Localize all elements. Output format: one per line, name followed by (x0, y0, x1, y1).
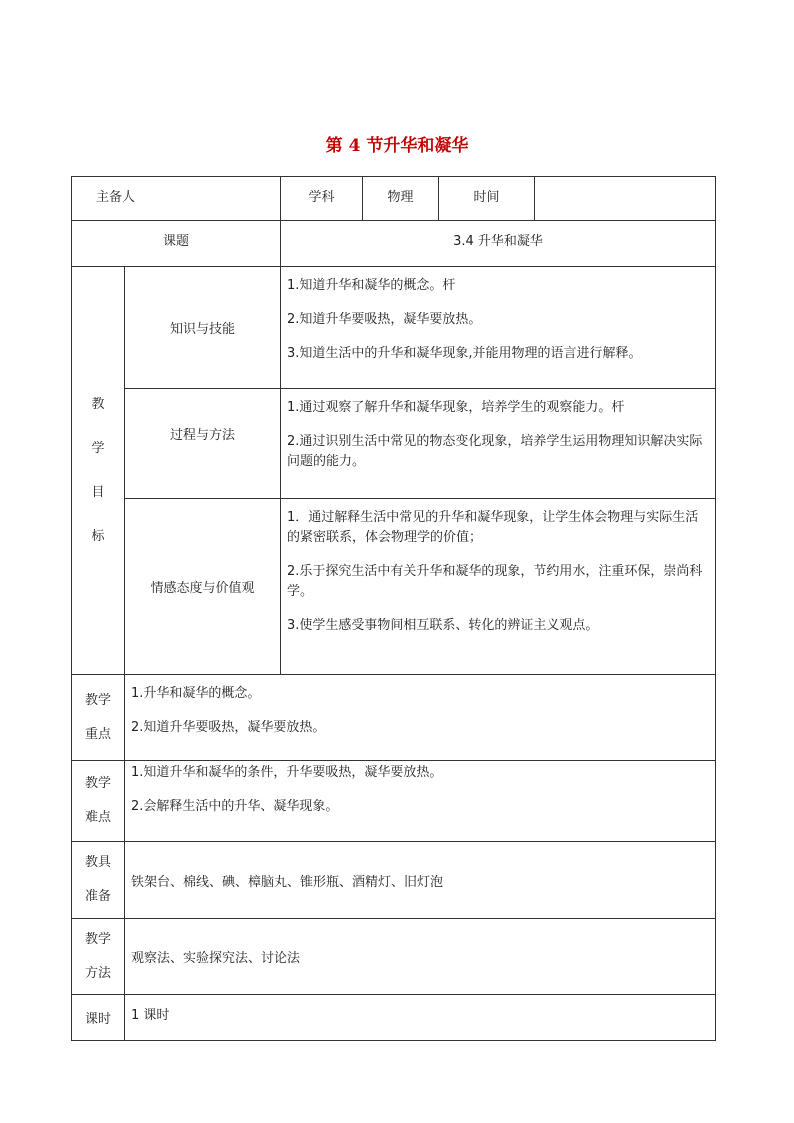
objectives-label-char: 标 (91, 528, 105, 544)
lead-cell (72, 177, 281, 221)
objective-knowledge-row (72, 267, 716, 389)
objective-attitude-row (72, 499, 716, 675)
lead-label: 主备人 (96, 190, 136, 205)
objectives-label-char: 教 (91, 396, 105, 412)
key-points-label-line: 教学 (84, 692, 111, 708)
attitude-item: 2.乐于探究生活中有关升华和凝华的现象，节约用水，注重环保，崇尚科学。 (287, 564, 703, 599)
knowledge-item: 2.知道升华要吸热，凝华要放热。 (287, 312, 482, 327)
time-value (535, 177, 716, 221)
knowledge-item: 3.知道生活中的升华和凝华现象,并能用物理的语言进行解释。 (287, 346, 642, 361)
time-label: 时间 (439, 177, 535, 221)
equipment-label (72, 842, 125, 919)
key-points-row (72, 675, 716, 761)
equipment-row (72, 842, 716, 919)
objectives-label-char: 学 (91, 440, 105, 456)
difficulties-label (72, 761, 125, 842)
methods-label (72, 919, 125, 995)
difficulties-label-line: 难点 (84, 810, 111, 825)
difficulties-content (125, 761, 716, 842)
attitude-item: 3.使学生感受事物间相互联系、转化的辨证主义观点。 (287, 618, 599, 633)
methods-label-line: 教学 (84, 931, 111, 947)
key-points-label-line: 重点 (84, 726, 111, 742)
methods-value: 观察法、实验探究法、讨论法 (125, 919, 716, 995)
methods-label-line: 方法 (84, 965, 111, 981)
header-row (72, 177, 716, 221)
topic-value: 3.4 升华和凝华 (281, 221, 716, 267)
knowledge-content (281, 267, 716, 389)
page-title: 第 4 节升华和凝华 (325, 136, 469, 156)
knowledge-label: 知识与技能 (125, 267, 281, 389)
difficulties-row (72, 761, 716, 842)
equipment-label-line: 教具 (84, 855, 111, 870)
process-label: 过程与方法 (125, 389, 281, 499)
methods-row (72, 919, 716, 995)
key-points-content (125, 675, 716, 761)
key-point-item: 1.升华和凝华的概念。 (131, 686, 261, 701)
process-content (281, 389, 716, 499)
lesson-plan-table (71, 176, 716, 1041)
objectives-label-char: 目 (91, 484, 105, 500)
process-item: 1.通过观察了解升华和凝华现象，培养学生的观察能力。杆 (287, 400, 625, 415)
attitude-content (281, 499, 716, 675)
periods-label: 课时 (72, 995, 125, 1041)
equipment-label-line: 准备 (84, 889, 111, 904)
key-point-item: 2.知道升华要吸热，凝华要放热。 (131, 720, 326, 735)
subject-label: 学科 (281, 177, 363, 221)
process-item: 2.通过识别生活中常见的物态变化现象，培养学生运用物理知识解决实际问题的能力。 (287, 434, 703, 469)
key-points-label (72, 675, 125, 761)
attitude-item: 1．通过解释生活中常见的升华和凝华现象，让学生体会物理与实际生活的紧密联系，体会物理学的价值； (287, 510, 699, 545)
objectives-label (72, 267, 125, 675)
difficulty-item: 1.知道升华和凝华的条件，升华要吸热，凝华要放热。 (131, 765, 443, 780)
equipment-value: 铁架台、棉线、碘、樟脑丸、锥形瓶、酒精灯、旧灯泡 (125, 842, 716, 919)
attitude-label: 情感态度与价值观 (125, 499, 281, 675)
topic-row (72, 221, 716, 267)
knowledge-item: 1.知道升华和凝华的概念。杆 (287, 278, 456, 293)
topic-label: 课题 (72, 221, 281, 267)
subject-value: 物理 (363, 177, 439, 221)
difficulties-label-line: 教学 (84, 776, 111, 791)
periods-value: 1 课时 (125, 995, 716, 1041)
objective-process-row (72, 389, 716, 499)
periods-row (72, 995, 716, 1041)
difficulty-item: 2.会解释生活中的升华、凝华现象。 (131, 799, 339, 814)
